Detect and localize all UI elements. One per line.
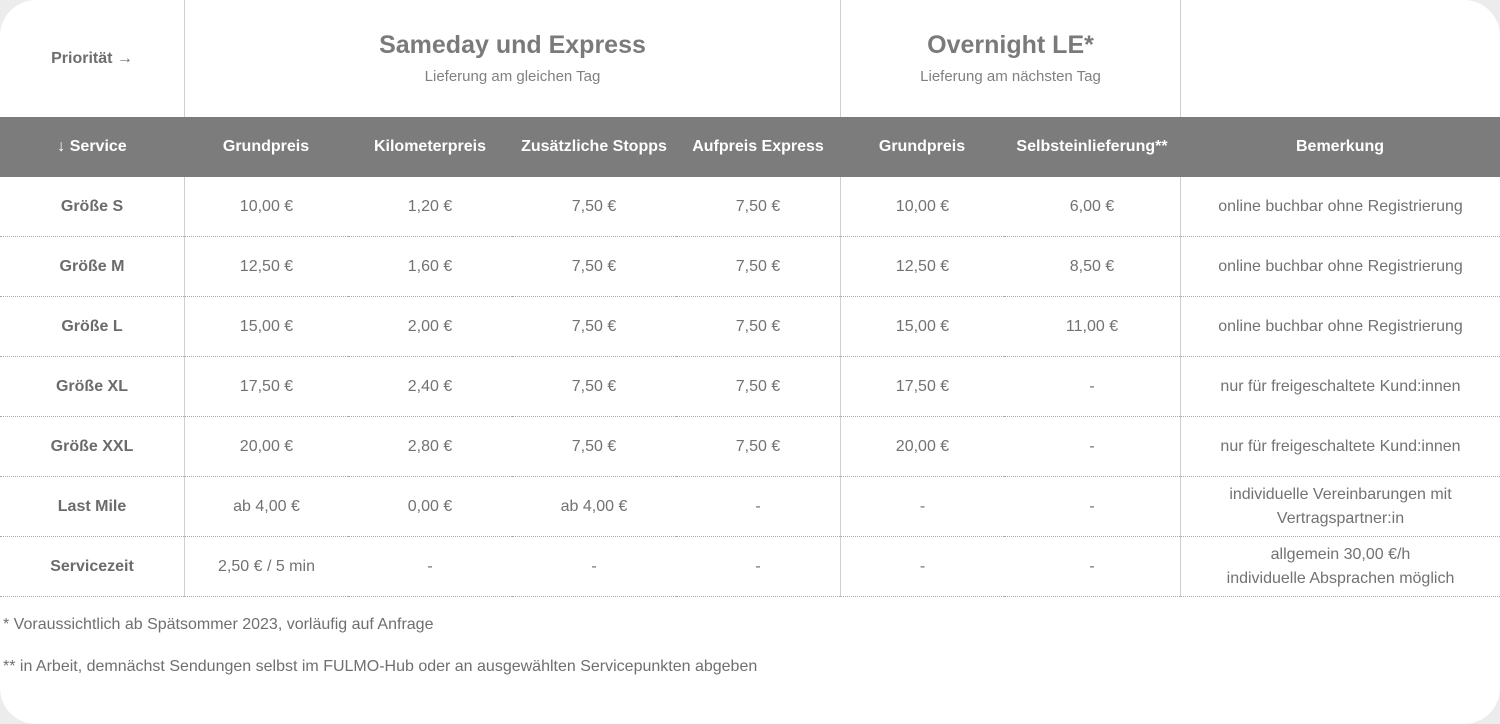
table-cell: ab 4,00 € bbox=[512, 477, 676, 537]
table-cell: 7,50 € bbox=[512, 177, 676, 237]
column-header-kilometerpreis: Kilometerpreis bbox=[348, 117, 512, 177]
priority-label: Priorität → bbox=[51, 49, 133, 67]
column-header-bemerkung: Bemerkung bbox=[1180, 117, 1500, 177]
row-label: Größe XXL bbox=[0, 417, 184, 477]
table-cell: 1,20 € bbox=[348, 177, 512, 237]
table-cell: 17,50 € bbox=[184, 357, 348, 417]
group-empty-header bbox=[1180, 0, 1500, 117]
footnote-overnight: * Voraussichtlich ab Spätsommer 2023, vorläufig auf Anfrage bbox=[3, 616, 434, 633]
footnotes bbox=[3, 612, 757, 696]
table-cell: 2,80 € bbox=[348, 417, 512, 477]
table-cell: - bbox=[840, 477, 1004, 537]
table-cell: 7,50 € bbox=[512, 297, 676, 357]
row-label: Servicezeit bbox=[0, 537, 184, 597]
table-cell: 15,00 € bbox=[184, 297, 348, 357]
table-cell: - bbox=[840, 537, 1004, 597]
column-header-overnight-grundpreis: Grundpreis bbox=[840, 117, 1004, 177]
row-label: Größe M bbox=[0, 237, 184, 297]
table-cell: 17,50 € bbox=[840, 357, 1004, 417]
group-overnight-header bbox=[840, 0, 1180, 117]
remark-cell: nur für freigeschaltete Kund:innen bbox=[1180, 357, 1500, 417]
table-cell: 10,00 € bbox=[840, 177, 1004, 237]
table-cell: 1,60 € bbox=[348, 237, 512, 297]
table-cell: 6,00 € bbox=[1004, 177, 1180, 237]
table-cell: 20,00 € bbox=[840, 417, 1004, 477]
table-cell: - bbox=[676, 537, 840, 597]
table-cell: - bbox=[676, 477, 840, 537]
table-cell: 2,00 € bbox=[348, 297, 512, 357]
group-sameday-title: Sameday und Express bbox=[379, 30, 646, 59]
remark-cell: online buchbar ohne Registrierung bbox=[1180, 297, 1500, 357]
column-header-selbsteinlieferung: Selbsteinlieferung** bbox=[1004, 117, 1180, 177]
table-cell: - bbox=[1004, 477, 1180, 537]
column-header-aufpreis-express: Aufpreis Express bbox=[676, 117, 840, 177]
group-sameday-subtitle: Lieferung am gleichen Tag bbox=[424, 67, 601, 85]
table-cell: 7,50 € bbox=[676, 237, 840, 297]
table-cell: - bbox=[348, 537, 512, 597]
row-label: Größe L bbox=[0, 297, 184, 357]
table-cell: 7,50 € bbox=[676, 417, 840, 477]
table-cell: 7,50 € bbox=[676, 297, 840, 357]
table-cell: 7,50 € bbox=[512, 417, 676, 477]
table-cell: 2,50 € / 5 min bbox=[184, 537, 348, 597]
table-cell: - bbox=[512, 537, 676, 597]
table-cell: 15,00 € bbox=[840, 297, 1004, 357]
row-label: Größe XL bbox=[0, 357, 184, 417]
table-cell: 2,40 € bbox=[348, 357, 512, 417]
column-header-zusaetzliche-stopps: Zusätzliche Stopps bbox=[512, 117, 676, 177]
table-cell: 11,00 € bbox=[1004, 297, 1180, 357]
row-label: Last Mile bbox=[0, 477, 184, 537]
table-cell: 12,50 € bbox=[184, 237, 348, 297]
table-cell: 7,50 € bbox=[676, 357, 840, 417]
column-header-service: ↓ Service bbox=[0, 117, 184, 177]
table-cell: 0,00 € bbox=[348, 477, 512, 537]
group-overnight-subtitle: Lieferung am nächsten Tag bbox=[920, 67, 1101, 85]
table-cell: - bbox=[1004, 357, 1180, 417]
remark-cell: online buchbar ohne Registrierung bbox=[1180, 237, 1500, 297]
footnote-selbsteinlieferung: ** in Arbeit, demnächst Sendungen selbst im FULMO-Hub oder an ausgewählten Servicepunkten abgeben bbox=[3, 658, 758, 675]
row-label: Größe S bbox=[0, 177, 184, 237]
table-cell: 12,50 € bbox=[840, 237, 1004, 297]
group-sameday-header bbox=[184, 0, 840, 117]
remark-cell: online buchbar ohne Registrierung bbox=[1180, 177, 1500, 237]
table-cell: - bbox=[1004, 537, 1180, 597]
remark-cell: nur für freigeschaltete Kund:innen bbox=[1180, 417, 1500, 477]
table-cell: 8,50 € bbox=[1004, 237, 1180, 297]
group-overnight-title: Overnight LE* bbox=[927, 30, 1094, 59]
table-cell: - bbox=[1004, 417, 1180, 477]
remark-cell: individuelle Vereinbarungen mit Vertragspartner:in bbox=[1180, 477, 1500, 537]
table-cell: 7,50 € bbox=[512, 237, 676, 297]
remark-cell: allgemein 30,00 €/h individuelle Absprachen möglich bbox=[1180, 537, 1500, 597]
table-cell: 7,50 € bbox=[676, 177, 840, 237]
table-cell: 10,00 € bbox=[184, 177, 348, 237]
column-header-grundpreis: Grundpreis bbox=[184, 117, 348, 177]
table-cell: 20,00 € bbox=[184, 417, 348, 477]
table-cell: ab 4,00 € bbox=[184, 477, 348, 537]
table-cell: 7,50 € bbox=[512, 357, 676, 417]
